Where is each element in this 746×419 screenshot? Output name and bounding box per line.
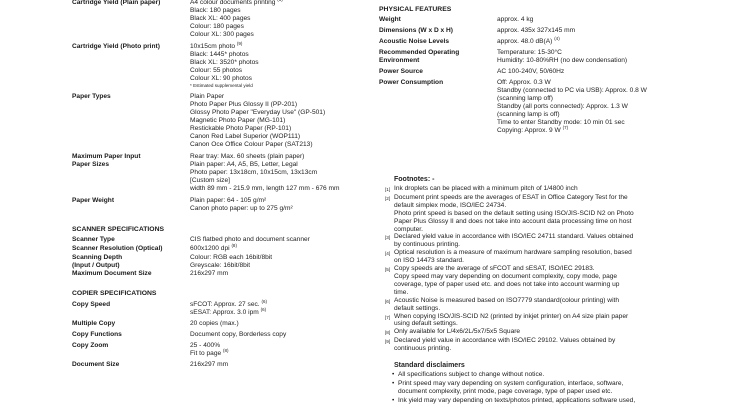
copier-section-title: COPIER SPECIFICATIONS <box>72 290 157 297</box>
footnote-item <box>385 328 745 337</box>
spec-value-cell <box>190 361 228 369</box>
disclaimer-line: All specifications subject to change without notice. <box>398 371 545 379</box>
footnote-line: Optical resolution is a measure of maximum hardware sampling resolution, based <box>394 249 632 257</box>
footnote-line: by continuous printing. <box>394 241 460 249</box>
spec-label-cell <box>72 43 190 89</box>
spec-label-cell <box>72 270 190 278</box>
disclaimer-text <box>398 371 544 379</box>
spec-label-cell <box>72 93 190 149</box>
spec-value-cell <box>190 298 267 317</box>
disclaimer-line: Ink yield may vary depending on texts/photos printed, applications software used, <box>398 396 636 404</box>
spec-value-cell <box>190 254 272 270</box>
spec-value: Photo Paper Plus Glossy II (PP-201) <box>190 101 298 108</box>
footnote-number: [5] <box>385 267 391 273</box>
footnote-line: When copying ISO/JIS-SCID N2 (printed by inkjet printer) on A4 size plain paper <box>394 312 629 320</box>
footnote-ref: (8) <box>231 242 237 248</box>
spec-label: Multiple Copy <box>72 320 116 327</box>
physical-features-column <box>379 6 739 135</box>
footnote-number: [1] <box>385 187 391 192</box>
footnotes-column <box>385 175 745 405</box>
spec-value: Black: 180 pages <box>190 7 241 14</box>
spec-value: sESAT: Approx. 3.0 ipm $^{(6)}$ <box>190 306 267 316</box>
spec-row <box>72 254 372 270</box>
spec-row <box>379 68 739 76</box>
spec-value-cell <box>190 161 340 193</box>
spec-value-cell <box>497 49 627 65</box>
footnote-line: continuous printing. <box>394 345 452 353</box>
spec-value: 25 - 400% <box>190 342 221 349</box>
footnote-line: default simplex mode, ISO/IEC 24734. <box>394 201 507 209</box>
footnote-line: coverage, type of paper used etc. and does not take into account warming up <box>394 280 620 288</box>
spec-value: Canon Oce Office Colour Paper (SAT213) <box>190 141 313 148</box>
spec-row <box>72 153 372 161</box>
spec-label-cell <box>72 161 190 193</box>
physical-features-title: PHYSICAL FEATURES <box>379 6 452 13</box>
bullet-icon: • <box>392 396 395 404</box>
spec-value-cell <box>190 342 229 358</box>
footnote-number: [4] <box>385 251 391 257</box>
spec-value: Canon Red Label Superior (WOP111) <box>190 133 301 140</box>
footnote-line: time. <box>394 288 409 296</box>
spec-label-cell <box>72 301 190 317</box>
spec-value: A4 colour documents printing <box>190 0 283 7</box>
spec-label: Acoustic Noise Levels <box>379 38 449 45</box>
footnote-item <box>385 313 745 329</box>
footnote-number: [9] <box>385 339 391 345</box>
footnote-ref <box>277 0 283 2</box>
footnote-line: Document print speeds are the averages of ESAT in Office Category Test for the <box>394 193 628 201</box>
spec-value: Greyscale: 16bit/8bit <box>190 262 251 269</box>
spec-value-cell <box>497 79 647 135</box>
footnote-item <box>385 337 745 353</box>
disclaimer-line: document complexity, print mode, page coverage, type of paper used etc. <box>398 387 613 395</box>
disclaimer-text <box>398 380 623 396</box>
footnote-line: Copy speeds are the average of sFCOT and sESAT, ISO/IEC 29183. <box>394 265 595 273</box>
spec-value: Off: Approx. 0.3 W <box>497 79 551 86</box>
spec-value-cell <box>497 16 533 24</box>
spec-value: Photo paper: 13x18cm, 10x15cm, 13x13cm <box>190 169 318 176</box>
footnote-line: Paper Plus Glossy II and does not take into account data processing time on host <box>394 217 632 225</box>
spec-value-cell <box>190 242 237 253</box>
spec-label-cell <box>72 236 190 244</box>
footnote-text <box>394 265 619 297</box>
spec-value: Colour: RGB each 16bit/8bit <box>190 254 273 261</box>
footnote-text <box>394 249 632 265</box>
spec-label: Cartridge Yield (Photo print) <box>72 43 160 50</box>
spec-row <box>72 298 372 317</box>
spec-row <box>72 197 372 213</box>
spec-label: Paper Types <box>72 93 111 100</box>
disclaimer-text <box>398 397 635 405</box>
bullet-icon: • <box>392 371 395 379</box>
spec-label-cell <box>379 49 497 65</box>
spec-value-cell <box>497 27 575 35</box>
spec-value: (scanning lamp off) <box>497 95 553 102</box>
spec-label: Scanning Depth <box>72 254 123 261</box>
spec-value: 20 copies (max.) <box>190 320 239 327</box>
spec-label-cell <box>72 245 190 253</box>
spec-value: [Custom size] <box>190 177 230 184</box>
spec-value: Black XL: 3520* photos <box>190 59 259 66</box>
spec-value: Restickable Photo Paper (RP-101) <box>190 125 292 132</box>
spec-value: Plain paper: A4, A5, B5, Letter, Legal <box>190 161 298 168</box>
spec-value: Document copy, Borderless copy <box>190 331 287 338</box>
spec-value: Colour XL: 300 pages <box>190 31 254 38</box>
spec-label-cell <box>379 79 497 135</box>
spec-value: 10x15cm photo $^{(9)}$ <box>190 40 243 50</box>
footnote-item <box>385 185 745 194</box>
spec-value: Standby (connected to PC via USB): Approx. 0.8 W <box>497 87 647 94</box>
spec-value: approx. 4 kg <box>497 16 534 23</box>
footnotes-title: Footnotes: - <box>394 176 435 183</box>
spec-label: Paper Sizes <box>72 161 110 168</box>
spec-label-cell <box>379 38 497 46</box>
spec-value: Standby (all ports connected): Approx. 1.3 W <box>497 103 628 110</box>
spec-value: Plain paper: 64 - 105 g/m² <box>190 197 267 204</box>
spec-row <box>72 236 372 244</box>
spec-row <box>379 27 739 35</box>
footnote-text <box>394 233 633 249</box>
spec-value: 216x297 mm <box>190 270 229 277</box>
spec-label-cell <box>379 16 497 24</box>
footnote-item <box>385 265 745 297</box>
spec-value: Copying: Approx. 9 W $^{(7)}$ <box>497 124 569 134</box>
footnote-number: [8] <box>385 330 391 336</box>
spec-row <box>379 16 739 24</box>
footnote-item <box>385 249 745 265</box>
spec-row <box>72 93 372 149</box>
spec-value: 216x297 mm <box>190 361 229 368</box>
spec-value: Temperature: 15-30°C <box>497 49 562 56</box>
footnote-item <box>385 297 745 313</box>
spec-value: Humidity: 10-80%RH (no dew condensation) <box>497 57 628 64</box>
spec-label-cell <box>72 361 190 369</box>
spec-value: Fit to page $^{(8)}$ <box>190 347 229 357</box>
spec-value: Plain Paper <box>190 93 225 100</box>
spec-row <box>72 40 372 89</box>
spec-value: Time to enter Standby mode: 10 min 01 sec <box>497 119 625 126</box>
spec-value-cell <box>497 35 560 46</box>
spec-value: Canon photo paper: up to 275 g/m² <box>190 205 293 212</box>
scanner-rows <box>72 236 372 278</box>
spec-value: approx. 435x 327x145 mm <box>497 27 576 34</box>
spec-value: Colour: 180 pages <box>190 23 244 30</box>
spec-label-cell <box>72 153 190 161</box>
footnote-ref: (6) <box>260 306 267 312</box>
spec-label-cell <box>72 197 190 213</box>
scanner-section-title: SCANNER SPECIFICATIONS <box>72 226 165 233</box>
footnote-line: Only available for L/4x6/2L/5x7/5x5 Square <box>394 328 521 336</box>
spec-row <box>72 161 372 193</box>
spec-value: Black XL: 400 pages <box>190 15 251 22</box>
spec-value-cell <box>190 93 325 149</box>
spec-label: Scanner Type <box>72 236 115 243</box>
footnote-text <box>394 185 578 194</box>
physical-rows <box>379 16 739 135</box>
spec-row <box>379 49 739 65</box>
spec-label-cell <box>379 27 497 35</box>
spec-label: Paper Weight <box>72 197 115 204</box>
spec-value-cell <box>190 320 239 328</box>
footnote-line: using default settings. <box>394 320 458 328</box>
footnote-line: Copy speed may vary depending on document complexity, copy mode, page <box>394 272 618 280</box>
disclaimer-item <box>392 397 745 405</box>
copier-rows <box>72 298 372 369</box>
spec-value-cell <box>497 68 564 76</box>
footnote-ref: (6) <box>261 298 267 304</box>
footnote-line: Declared yield value in accordance with ISO/IEC 24711 standard. Values obtained <box>394 233 634 241</box>
footnote-text <box>394 337 615 353</box>
footnote-text <box>394 297 619 313</box>
spec-value: Colour: 55 photos <box>190 67 243 74</box>
footnote-text <box>394 194 634 234</box>
spec-label-line2: (Input / Output) <box>72 262 120 269</box>
spec-label: Power Source <box>379 68 423 75</box>
footnote-ref: (4) <box>554 35 560 41</box>
spec-row <box>72 320 372 328</box>
spec-value: Rear tray: Max. 60 sheets (plain paper) <box>190 153 305 160</box>
spec-label: Copy Zoom <box>72 342 109 349</box>
spec-value-cell <box>190 331 286 339</box>
spec-label: Weight <box>379 16 401 23</box>
spec-note: * Estimated supplemental yield <box>190 83 253 88</box>
spec-value: sFCOT: Approx. 27 sec. $^{(6)}$ <box>190 298 267 308</box>
spec-value: Magnetic Photo Paper (MG-101) <box>190 117 286 124</box>
spec-value: Colour XL: 90 photos <box>190 75 252 82</box>
footnote-text <box>394 328 520 337</box>
disclaimer-line: Print speed may vary depending on system configuration, interface, software, <box>398 379 624 387</box>
spec-value: 600x1200 dpi $^{(8)}$ <box>190 242 237 252</box>
footnote-line: on ISO 14473 standard. <box>394 257 465 265</box>
spec-label: Copy Functions <box>72 331 122 338</box>
footnote-line: Declared yield value in accordance with ISO/IEC 29102. Values obtained by <box>394 337 616 345</box>
spec-label: Copy Speed <box>72 301 111 308</box>
spec-row <box>379 79 739 135</box>
spec-row <box>72 342 372 358</box>
footnote-line: Acoustic Noise is measured based on ISO7779 standard(colour printing) with <box>394 296 620 304</box>
spec-label-cell <box>72 254 190 270</box>
spec-label: Power Consumption <box>379 79 444 86</box>
footnote-number: [3] <box>385 235 391 241</box>
spec-row <box>72 270 372 278</box>
spec-value: Black: 1445* photos <box>190 51 249 58</box>
spec-value-cell <box>190 270 228 278</box>
footnote-line: Photo print speed is based on the default setting using ISO/JIS-SCID N2 on Photo <box>394 209 634 217</box>
spec-label-line2: Environment <box>379 57 420 64</box>
spec-label-cell <box>72 0 190 39</box>
spec-value-cell <box>190 0 283 39</box>
footnote-line: default settings. <box>394 304 441 312</box>
spec-label: Dimensions (W x D x H) <box>379 27 454 34</box>
footnote-ref: (8) <box>223 347 229 353</box>
spec-row <box>72 361 372 369</box>
footnote-item <box>385 233 745 249</box>
spec-row <box>72 242 372 253</box>
footnote-ref: (9) <box>236 40 243 46</box>
spec-row <box>379 35 739 46</box>
footnote-item <box>385 194 745 234</box>
disclaimer-item <box>392 371 745 379</box>
spec-value-cell <box>190 40 259 89</box>
left-spec-column <box>72 0 372 369</box>
spec-value: width 89 mm - 215.9 mm, length 127 mm - 676 mm <box>190 185 340 192</box>
spec-label-cell <box>72 320 190 328</box>
spec-label-cell <box>72 331 190 339</box>
spec-label-cell <box>72 342 190 358</box>
spec-value-cell <box>190 153 304 161</box>
spec-value-cell <box>190 236 310 244</box>
disclaimer-item <box>392 380 745 396</box>
footnote-number: [7] <box>385 314 391 320</box>
spec-value: approx. 48.0 dB(A) $^{(4)}$ <box>497 35 560 45</box>
bullet-icon: • <box>392 379 395 387</box>
spec-label: Maximum Paper Input <box>72 153 141 160</box>
spec-label: Cartridge Yield (Plain paper) <box>72 0 161 6</box>
footnote-line: Ink droplets can be placed with a minimum pitch of 1/4800 inch <box>394 185 578 192</box>
spec-value: Glossy Photo Paper "Everyday Use" (GP-501) <box>190 109 326 116</box>
footnote-ref: (7) <box>562 124 569 130</box>
spec-row <box>72 0 372 39</box>
spec-label: Document Size <box>72 361 120 368</box>
spec-label-cell <box>379 68 497 76</box>
spec-value: (scanning lamp is off) <box>497 111 560 118</box>
spec-value: AC 100-240V, 50/60Hz <box>497 68 565 75</box>
spec-label: Scanner Resolution (Optical) <box>72 245 163 252</box>
disclaimers-title: Standard disclaimers <box>394 362 465 370</box>
footnote-line: computer. <box>394 225 423 233</box>
footnote-number: [6] <box>385 298 391 304</box>
spec-value: CIS flatbed photo and document scanner <box>190 236 310 243</box>
footnote-text <box>394 313 628 329</box>
spec-row <box>72 331 372 339</box>
spec-label: Recommended Operating <box>379 49 460 56</box>
spec-value-cell <box>190 197 293 213</box>
spec-label: Maximum Document Size <box>72 270 152 277</box>
footnote-number: [2] <box>385 195 391 201</box>
